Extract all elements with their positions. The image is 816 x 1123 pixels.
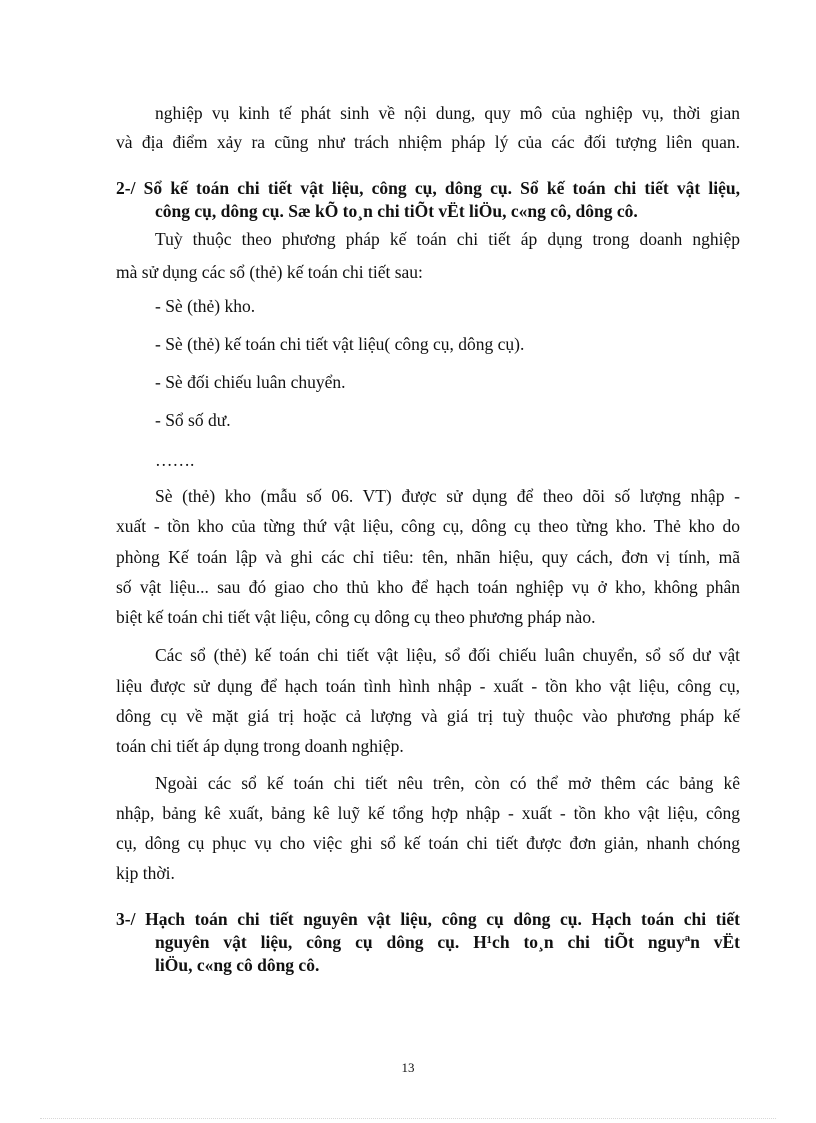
body-line: liệu được sử dụng để hạch toán tình hình nhập - xuất - tồn kho vật liệu, công cụ, — [116, 676, 740, 696]
section-heading: 2-/ Sổ kế toán chi tiết vật liệu, công cụ, dông cụ. Sổ kế toán chi tiết vật liệu, — [116, 178, 740, 198]
section-heading: nguyên vật liệu, công cụ dông cụ. H¹ch to¸n chi tiÕt nguyªn vËt — [155, 932, 740, 952]
body-line: số vật liệu... sau đó giao cho thủ kho để hạch toán nghiệp vụ ở kho, không phân — [116, 577, 740, 597]
list-item: - Sè (thẻ) kho. — [155, 296, 256, 316]
body-line: Các sổ (thẻ) kế toán chi tiết vật liệu, sổ đối chiếu luân chuyển, sổ số dư vật — [155, 645, 740, 665]
body-line: biệt kế toán chi tiết vật liệu, công cụ dông cụ theo phương pháp nào. — [116, 607, 596, 627]
list-item: ……. — [155, 450, 195, 470]
body-line: dông cụ về mặt giá trị hoặc cả lượng và giá trị tuỳ thuộc vào phương pháp kế — [116, 706, 740, 726]
body-line: toán chi tiết áp dụng trong doanh nghiệp. — [116, 736, 404, 756]
body-line: nhập, bảng kê xuất, bảng kê luỹ kế tổng hợp nhập - xuất - tồn kho vật liệu, công — [116, 803, 740, 823]
body-line: Ngoài các sổ kế toán chi tiết nêu trên, còn có thể mở thêm các bảng kê — [155, 773, 740, 793]
body-line: cụ, dông cụ phục vụ cho việc ghi sổ kế toán chi tiết được đơn giản, nhanh chóng — [116, 833, 740, 853]
list-item: - Sổ số dư. — [155, 410, 231, 430]
body-line: xuất - tồn kho của từng thứ vật liệu, công cụ, dông cụ theo từng kho. Thẻ kho do — [116, 516, 740, 536]
body-line: kịp thời. — [116, 863, 175, 883]
body-line: mà sử dụng các sổ (thẻ) kế toán chi tiết sau: — [116, 262, 423, 282]
page-divider — [40, 1118, 776, 1119]
body-line: phòng Kế toán lập và ghi các chỉ tiêu: tên, nhãn hiệu, quy cách, đơn vị tính, mã — [116, 547, 740, 567]
body-line: nghiệp vụ kinh tế phát sinh về nội dung, quy mô của nghiệp vụ, thời gian — [155, 103, 740, 123]
section-heading: liÖu, c«ng cô dông cô. — [155, 955, 320, 975]
page-number: 13 — [401, 1060, 415, 1075]
body-line: Sè (thẻ) kho (mẫu số 06. VT) được sử dụng để theo dõi số lượng nhập - — [155, 486, 740, 506]
section-heading: công cụ, dông cụ. Sæ kÕ to¸n chi tiÕt vËt liÖu, c«ng cô, dông cô. — [155, 201, 638, 221]
body-line: và địa điểm xảy ra cũng như trách nhiệm pháp lý của các đối tượng liên quan. — [116, 132, 740, 152]
list-item: - Sè đối chiếu luân chuyển. — [155, 372, 346, 392]
section-heading: 3-/ Hạch toán chi tiết nguyên vật liệu, công cụ dông cụ. Hạch toán chi tiết — [116, 909, 740, 929]
body-line: Tuỳ thuộc theo phương pháp kế toán chi tiết áp dụng trong doanh nghiệp — [155, 229, 740, 249]
list-item: - Sè (thẻ) kế toán chi tiết vật liệu( công cụ, dông cụ). — [155, 334, 525, 354]
